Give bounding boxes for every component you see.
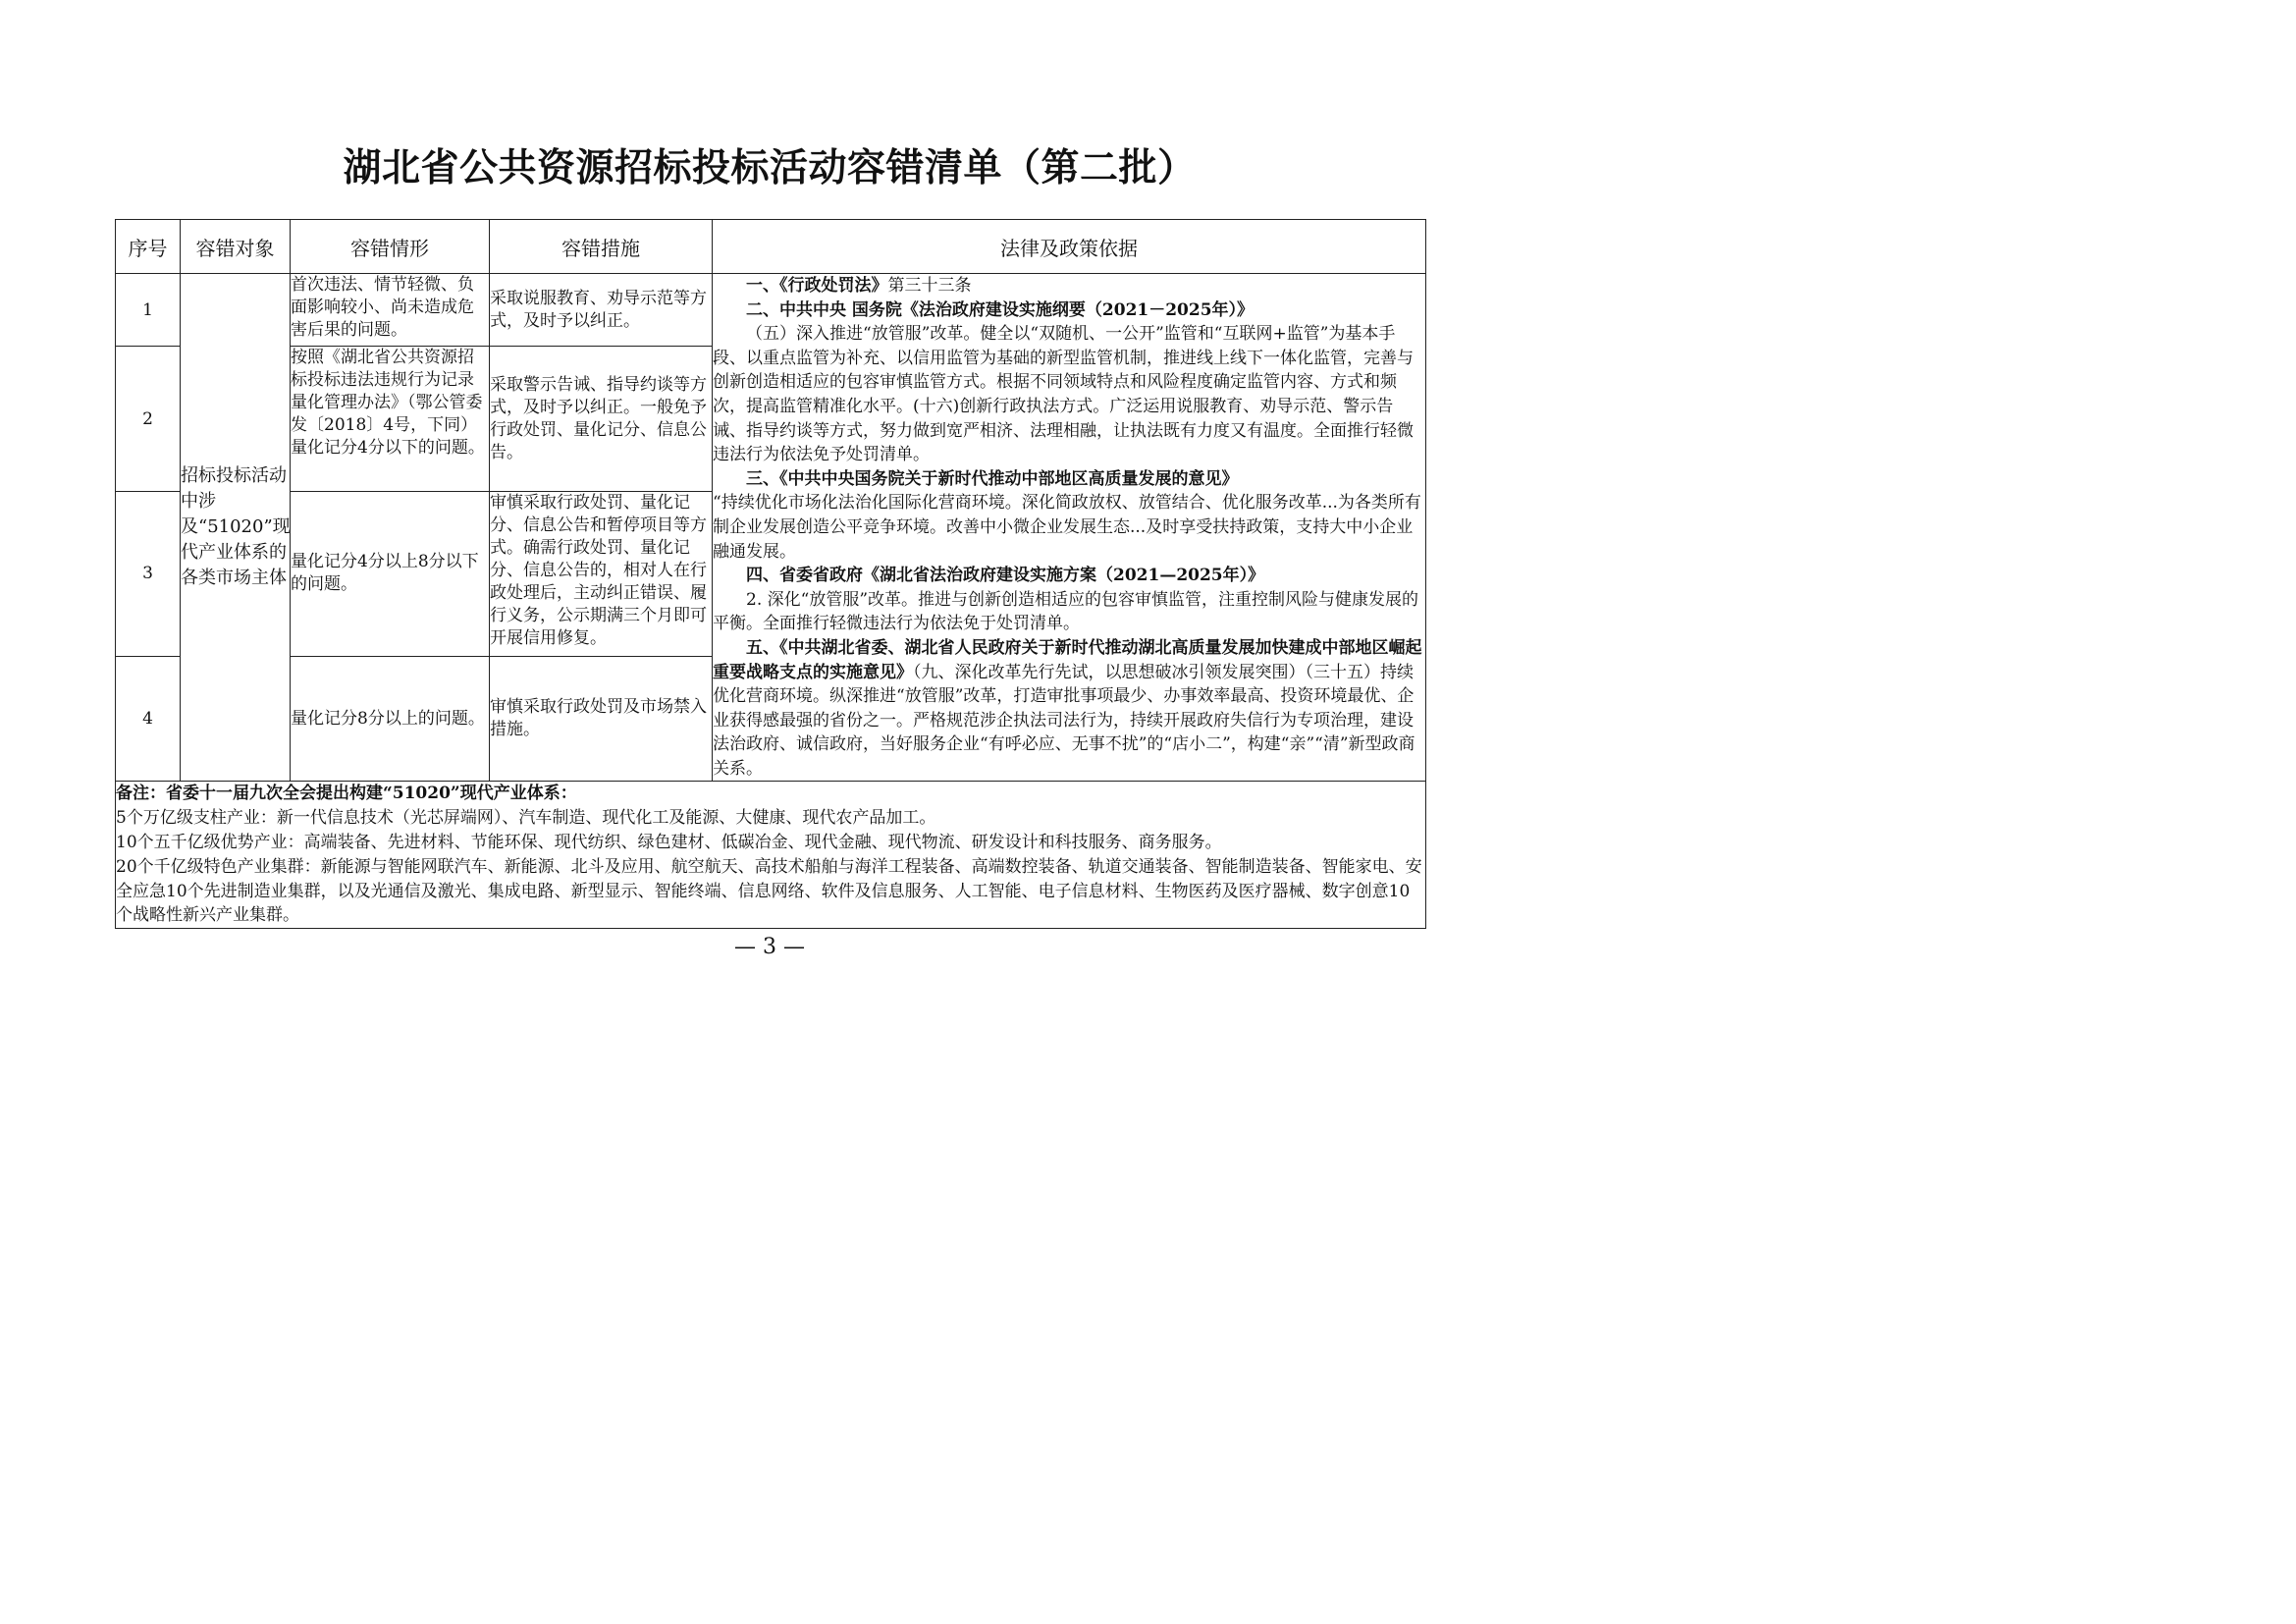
situation-cell: 首次违法、情节轻微、负面影响较小、尚未造成危害后果的问题。 <box>291 274 490 347</box>
measure-cell: 采取说服教育、劝导示范等方式，及时予以纠正。 <box>490 274 713 347</box>
basis-item-5: 五、《中共湖北省委、湖北省人民政府关于新时代推动湖北高质量发展加快建成中部地区崛起重要战略支点的实施意见》（九、深化改革先行先试，以思想破冰引领发展突围）（三十五）持续优化营商环境。纵深推进“放管服”改革，打造审批事项最少、办事效率最高、投资环境最优、企业获得感最强的省份之一。严格规范涉企执法司法行为，持续开展政府失信行为专项治理，建设法治政府、诚信政府，当好服务企业“有呼必应、无事不扰”的“店小二”，构建“亲”“清”新型政商关系。 <box>713 637 1422 779</box>
header-target: 容错对象 <box>181 220 291 274</box>
measure-cell: 审慎采取行政处罚及市场禁入措施。 <box>490 656 713 782</box>
note-heading: 备注：省委十一届九次全会提出构建“51020”现代产业体系： <box>116 784 577 804</box>
page-title: 湖北省公共资源招标投标活动容错清单（第二批） <box>343 145 1197 190</box>
situation-cell: 量化记分4分以上8分以下的问题。 <box>291 492 490 656</box>
row-number: 1 <box>116 274 181 347</box>
table-header-row <box>116 220 1426 274</box>
note-line: 20个千亿级特色产业集群：新能源与智能网联汽车、新能源、北斗及应用、航空航天、高技术船舶与海洋工程装备、高端数控装备、轨道交通装备、智能制造装备、智能家电、安全应急10个先进制造业集群，以及光通信及激光、集成电路、新型显示、智能终端、信息网络、软件及信息服务、人工智能、电子信息材料、生物医药及医疗器械、数字创意10个战略性新兴产业集群。 <box>116 856 1422 926</box>
legal-basis-cell <box>713 274 1426 782</box>
note-line: 10个五千亿级优势产业：高端装备、先进材料、节能环保、现代纺织、绿色建材、低碳冶金、现代金融、现代物流、研发设计和科技服务、商务服务。 <box>116 833 1222 853</box>
basis-item-4-heading: 四、省委省政府《湖北省法治政府建设实施方案（2021—2025年）》 <box>746 566 1265 586</box>
basis-item-3-heading: 三、《中共中央国务院关于新时代推动中部地区高质量发展的意见》 <box>746 468 1239 489</box>
row-number: 2 <box>116 347 181 492</box>
page-number: — 3 — <box>734 935 805 959</box>
situation-cell: 按照《湖北省公共资源招标投标违法违规行为记录量化管理办法》（鄂公管委发〔2018〕4号，下同）量化记分4分以下的问题。 <box>291 347 490 492</box>
header-basis: 法律及政策依据 <box>713 220 1426 274</box>
row-number: 3 <box>116 492 181 656</box>
note-line: 5个万亿级支柱产业：新一代信息技术（光芯屏端网）、汽车制造、现代化工及能源、大健康、现代农产品加工。 <box>116 808 936 829</box>
table-row <box>116 274 1426 347</box>
header-measure: 容错措施 <box>490 220 713 274</box>
basis-item-4-body: 2. 深化“放管服”改革。推进与创新创造相适应的包容审慎监管，注重控制风险与健康发展的平衡。全面推行轻微违法行为依法免于处罚清单。 <box>713 589 1419 634</box>
basis-item-3-body: “持续优化市场化法治化国际化营商环境。深化简政放权、放管结合、优化服务改革...为各类所有制企业发展创造公平竞争环境。改善中小微企业发展生态...及时享受扶持政策，支持大中小企业融通发展。 <box>713 493 1421 562</box>
situation-cell: 量化记分8分以上的问题。 <box>291 656 490 782</box>
basis-item-2-heading: 二、中共中央 国务院《法治政府建设实施纲要（2021－2025年）》 <box>746 299 1255 320</box>
row-number: 4 <box>116 656 181 782</box>
basis-item-1: 一、《行政处罚法》第三十三条 <box>746 276 972 296</box>
basis-item-2-body: （五）深入推进“放管服”改革。健全以“双随机、一公开”监管和“互联网+监管”为基本手段、以重点监管为补充、以信用监管为基础的新型监管机制，推进线上线下一体化监管，完善与创新创造相适应的包容审慎监管方式。根据不同领域特点和风险程度确定监管内容、方式和频次，提高监管精准化水平。(十六)创新行政执法方式。广泛运用说服教育、劝导示范、警示告诫、指导约谈等方式，努力做到宽严相济、法理相融，让执法既有力度又有温度。全面推行轻微违法行为依法免予处罚清单。 <box>713 324 1414 465</box>
measure-cell: 审慎采取行政处罚、量化记分、信息公告和暂停项目等方式。确需行政处罚、量化记分、信息公告的，相对人在行政处理后，主动纠正错误、履行义务，公示期满三个月即可开展信用修复。 <box>490 492 713 656</box>
tolerance-table <box>115 219 1426 929</box>
header-situation: 容错情形 <box>291 220 490 274</box>
header-num: 序号 <box>116 220 181 274</box>
note-cell <box>116 782 1426 929</box>
note-row <box>116 782 1426 929</box>
measure-cell: 采取警示告诫、指导约谈等方式，及时予以纠正。一般免予行政处罚、量化记分、信息公告。 <box>490 347 713 492</box>
target-cell: 招标投标活动中涉及“51020”现代产业体系的各类市场主体 <box>181 274 291 782</box>
